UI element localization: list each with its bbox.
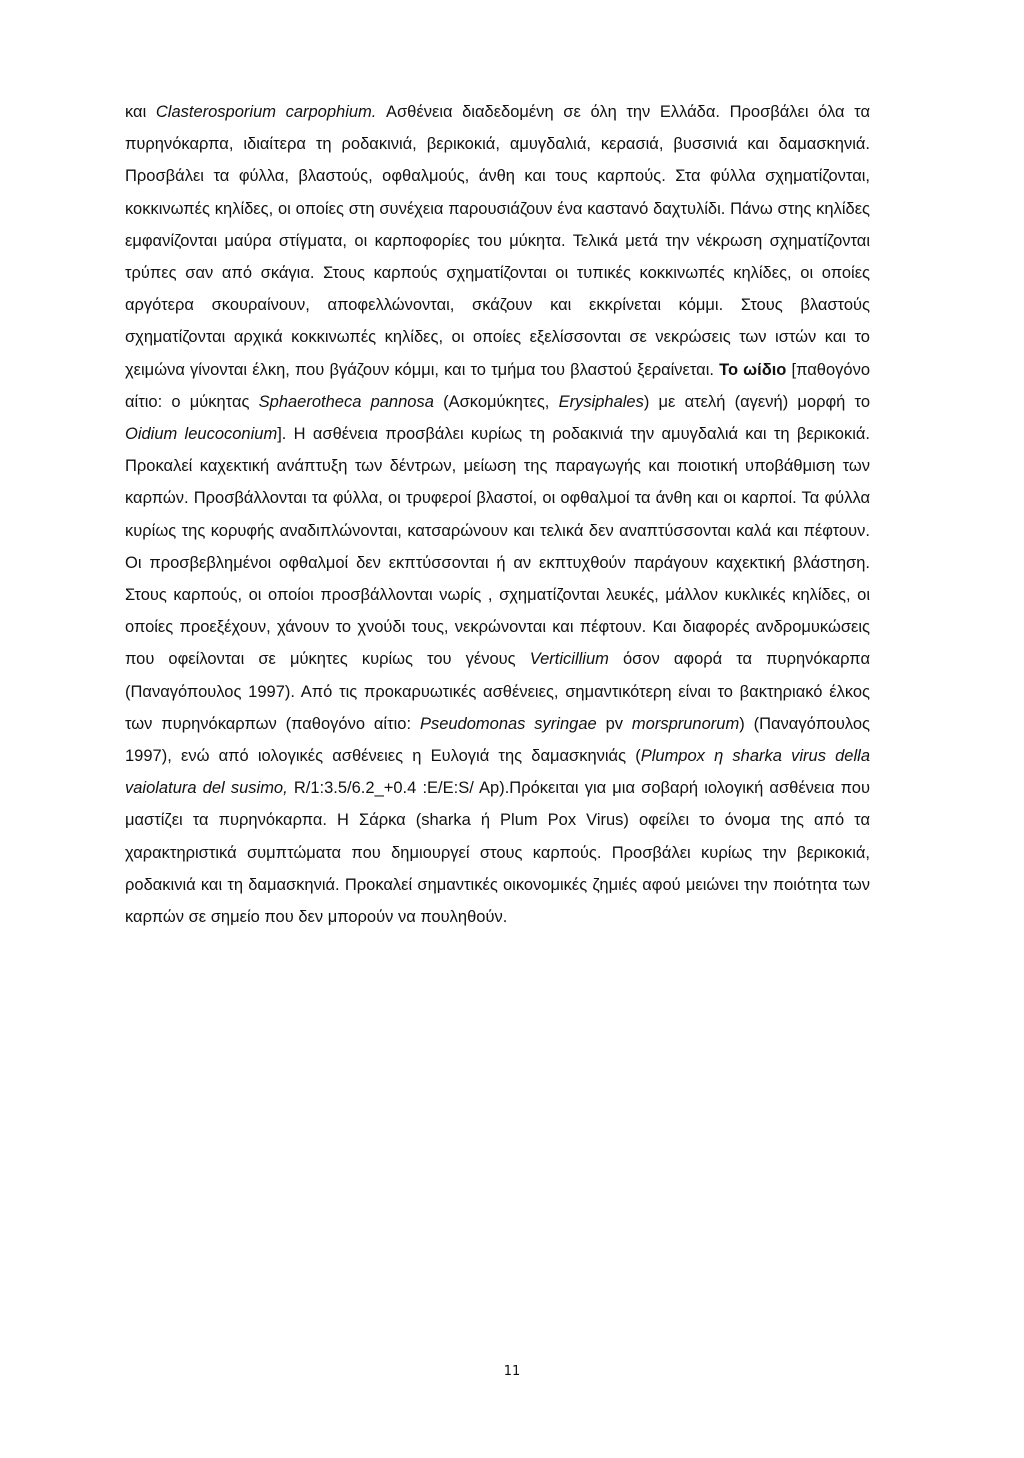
text-run-italic: Plumpox η sharka virus della vaiolatura del susimo, bbox=[125, 747, 870, 798]
text-run-italic: Clasterosporium carpophium. bbox=[155, 103, 377, 121]
text-run-italic: Oidium leucoconium bbox=[125, 425, 278, 444]
text-run: pv bbox=[596, 714, 632, 733]
text-run: και bbox=[125, 103, 156, 121]
text-run-bold: Το ωίδιο bbox=[719, 360, 787, 379]
text-run: (Ασκομύκητες, bbox=[433, 392, 559, 411]
text-run: όσον αφορά τα πυρηνόκαρπα (Παναγόπουλος 1997). Από τις προκαρυωτικές ασθένειες, σημαντικότερη είναι το βακτηριακό έλκος των πυρηνόκαρπων (παθογόνο αίτιο: bbox=[125, 650, 870, 733]
body-paragraph bbox=[125, 96, 870, 933]
text-run-italic: Verticillium bbox=[529, 650, 609, 669]
text-run-italic: Erysiphales bbox=[558, 392, 644, 411]
text-run: ) (Παναγόπουλος 1997), ενώ από ιολογικές ασθένειες η Ευλογιά της δαμασκηνιάς ( bbox=[125, 714, 870, 766]
text-run: R/1:3.5/6.2_+0.4 :E/E:S/ Ap).Πρόκειται για μια σοβαρή ιολογική ασθένεια που μαστίζει τα πυρηνόκαρπα. Η Σάρκα (sharka ή Plum Pox Virus) οφείλει το όνομα της από τα χαρακτηριστικά συμπτώματα που δημιουργεί στους καρπούς. Προσβάλει κυρίως την βερικοκιά, ροδακινιά και τη δαμασκηνιά. Προκαλεί σημαντικές οικονομικές ζημιές αφού μειώνει την ποιότητα των καρπών σε σημείο που δεν μπορούν να πουληθούν. bbox=[125, 779, 870, 927]
page-number: 11 bbox=[503, 1364, 521, 1379]
text-run: [παθογόνο αίτιο: ο μύκητας bbox=[125, 360, 870, 411]
text-run-italic: Pseudomonas syringae bbox=[419, 714, 597, 733]
text-run-italic: morsprunorum bbox=[631, 714, 740, 733]
text-run: ) με ατελή (αγενή) μορφή το bbox=[643, 392, 870, 411]
text-run: Ασθένεια διαδεδομένη σε όλη την Ελλάδα. Προσβάλει όλα τα πυρηνόκαρπα, ιδιαίτερα τη ροδακινιά, βερικοκιά, αμυγδαλιά, κερασιά, βυσσινιά και δαμασκηνιά. Προσβάλει τα φύλλα, βλαστούς, οφθαλμούς, άνθη και τους καρπούς. Στα φύλλα σχηματίζονται, κοκκινωπές κηλίδες, οι οποίες στη συνέχεια παρουσιάζουν ένα καστανό δαχτυλίδι. Πάνω στης κηλίδες εμφανίζονται μαύρα στίγματα, οι καρποφορίες του μύκητα. Τελικά μετά την νέκρωση σχηματίζονται τρύπες σαν από σκάγια. Στους καρπούς σχηματίζονται οι τυπικές κοκκινωπές κηλίδες, οι οποίες αργότερα σκουραίνουν, αποφελλώνονται, σκάζουν και εκκρίνεται κόμμι. Στους βλαστούς σχηματίζονται αρχικά κοκκινωπές κηλίδες, οι οποίες εξελίσσονται σε νεκρώσεις των ιστών και το χειμώνα γίνονται έλκη, που βγάζουν κόμμι, και το τμήμα του βλαστού ξεραίνεται. bbox=[125, 103, 870, 379]
text-run: ]. Η ασθένεια προσβάλει κυρίως τη ροδακινιά την αμυγδαλιά και τη βερικοκιά. Προκαλεί καχεκτική ανάπτυξη των δέντρων, μείωση της παραγωγής και ποιοτική υποβάθμιση των καρπών. Προσβάλλονται τα φύλλα, οι τρυφεροί βλαστοί, οι οφθαλμοί τα άνθη και οι καρποί. Τα φύλλα κυρίως της κορυφής αναδιπλώνονται, κατσαρώνουν και τελικά δεν αναπτύσσονται καλά και πέφτουν. Οι προσβεβλημένοι οφθαλμοί δεν εκπτύσσονται ή αν εκπτυχθούν παράγουν καχεκτική βλάστηση. Στους καρπούς, οι οποίοι προσβάλλονται νωρίς , σχηματίζονται λευκές, μάλλον κυκλικές κηλίδες, οι οποίες προεξέχουν, χάνουν το χνούδι τους, νεκρώνονται και πέφτουν. Και διαφορές ανδρομυκώσεις που οφείλονται σε μύκητες κυρίως του γένους bbox=[125, 425, 870, 669]
text-run-italic: Sphaerotheca pannosa bbox=[258, 392, 434, 411]
